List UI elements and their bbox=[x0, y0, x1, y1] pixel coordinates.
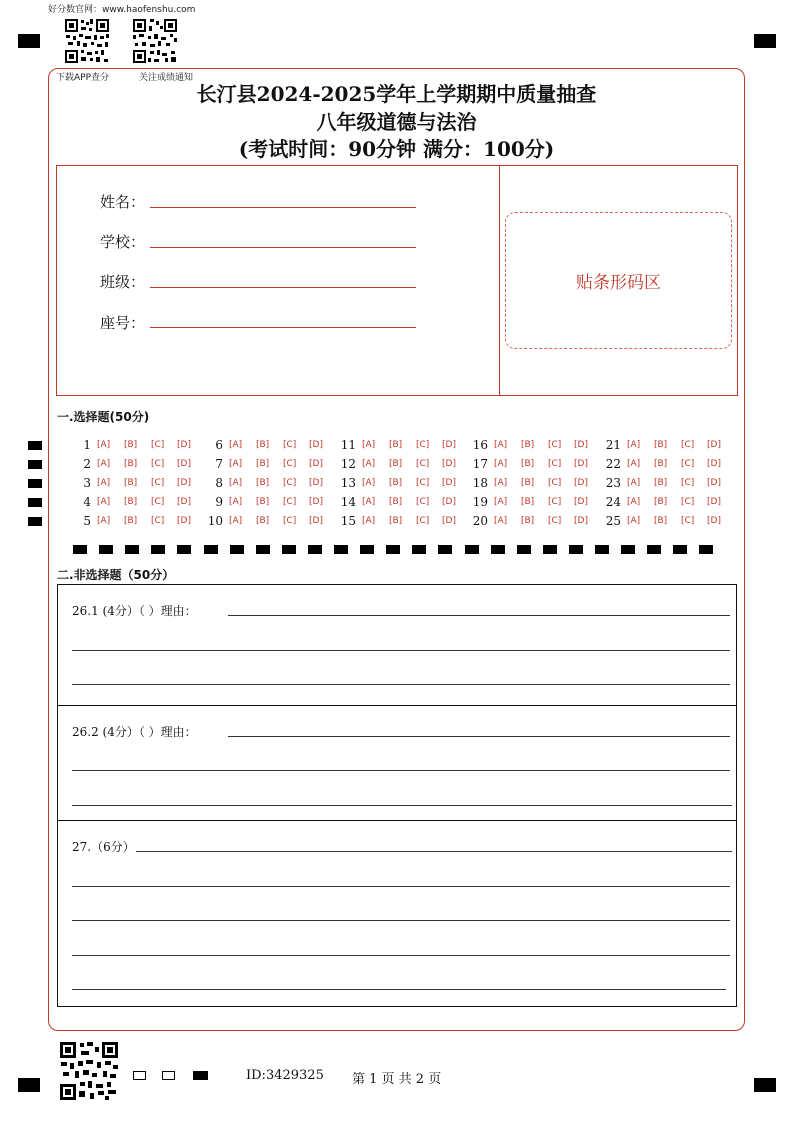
separator-mark bbox=[73, 545, 87, 554]
answer-bubble-d[interactable]: [D] bbox=[177, 459, 191, 469]
answer-bubble-c[interactable]: [C] bbox=[681, 459, 695, 469]
answer-bubble-d[interactable]: [D] bbox=[309, 478, 323, 488]
answer-bubble-b[interactable]: [B] bbox=[654, 440, 668, 450]
name-field[interactable] bbox=[150, 207, 416, 208]
q26-2-label: 26.2 (4分）（ ）理由： bbox=[72, 725, 197, 739]
q27-box bbox=[57, 820, 737, 1007]
separator-mark bbox=[543, 545, 557, 554]
answer-bubble-d[interactable]: [D] bbox=[177, 440, 191, 450]
answer-bubble-a[interactable]: [A] bbox=[627, 497, 641, 507]
q26-1-answer-line[interactable] bbox=[72, 650, 730, 651]
q26-1-answer-line[interactable] bbox=[228, 615, 730, 616]
answer-bubble-c[interactable]: [C] bbox=[416, 478, 430, 488]
question-number: 15 bbox=[340, 514, 356, 528]
timing-mark bbox=[28, 441, 42, 450]
timing-mark bbox=[28, 479, 42, 488]
question-number: 12 bbox=[340, 457, 356, 471]
footer-empty-box bbox=[133, 1071, 146, 1080]
separator-mark bbox=[491, 545, 505, 554]
separator-mark bbox=[256, 545, 270, 554]
answer-bubble-d[interactable]: [D] bbox=[707, 497, 721, 507]
qr-code-notify-icon bbox=[132, 18, 178, 64]
question-number: 16 bbox=[472, 438, 488, 452]
section1-title: 一.选择题(50分) bbox=[57, 410, 150, 424]
barcode-area bbox=[505, 212, 732, 349]
answer-bubble-c[interactable]: [C] bbox=[681, 516, 695, 526]
answer-bubble-c[interactable]: [C] bbox=[416, 440, 430, 450]
q27-label: 27.（6分） bbox=[72, 840, 135, 854]
answer-bubble-a[interactable]: [A] bbox=[362, 478, 376, 488]
timing-mark bbox=[28, 517, 42, 526]
answer-bubble-a[interactable]: [A] bbox=[229, 497, 243, 507]
site-url: 好分数官网：www.haofenshu.com bbox=[48, 5, 196, 15]
separator-mark bbox=[334, 545, 348, 554]
answer-bubble-b[interactable]: [B] bbox=[654, 497, 668, 507]
answer-bubble-a[interactable]: [A] bbox=[97, 459, 111, 469]
separator-mark bbox=[230, 545, 244, 554]
timing-mark bbox=[28, 460, 42, 469]
q26-2-answer-line[interactable] bbox=[228, 736, 730, 737]
answer-bubble-c[interactable]: [C] bbox=[548, 459, 562, 469]
question-number: 9 bbox=[215, 495, 223, 509]
answer-bubble-b[interactable]: [B] bbox=[256, 459, 270, 469]
answer-bubble-b[interactable]: [B] bbox=[256, 440, 270, 450]
separator-mark bbox=[99, 545, 113, 554]
answer-bubble-d[interactable]: [D] bbox=[309, 459, 323, 469]
q26-2-answer-line[interactable] bbox=[72, 805, 732, 806]
answer-bubble-c[interactable]: [C] bbox=[151, 497, 165, 507]
answer-bubble-b[interactable]: [B] bbox=[389, 478, 403, 488]
question-number: 10 bbox=[207, 514, 223, 528]
answer-bubble-c[interactable]: [C] bbox=[416, 516, 430, 526]
question-number: 8 bbox=[215, 476, 223, 490]
answer-bubble-a[interactable]: [A] bbox=[362, 459, 376, 469]
answer-bubble-d[interactable]: [D] bbox=[707, 440, 721, 450]
answer-bubble-d[interactable]: [D] bbox=[707, 478, 721, 488]
q27-answer-line[interactable] bbox=[72, 886, 730, 887]
answer-bubble-b[interactable]: [B] bbox=[654, 478, 668, 488]
answer-bubble-c[interactable]: [C] bbox=[416, 497, 430, 507]
question-number: 14 bbox=[340, 495, 356, 509]
exam-duration-score: (考试时间：90分钟 满分：100分) bbox=[238, 137, 555, 161]
answer-bubble-b[interactable]: [B] bbox=[389, 516, 403, 526]
q26-1-label: 26.1 (4分）（ ）理由： bbox=[72, 604, 197, 618]
answer-bubble-c[interactable]: [C] bbox=[416, 459, 430, 469]
separator-mark bbox=[308, 545, 322, 554]
separator-mark bbox=[438, 545, 452, 554]
separator-mark bbox=[673, 545, 687, 554]
question-number: 24 bbox=[605, 495, 621, 509]
q27-answer-line[interactable] bbox=[136, 851, 732, 852]
answer-bubble-a[interactable]: [A] bbox=[494, 459, 508, 469]
class-field[interactable] bbox=[150, 287, 416, 288]
answer-bubble-b[interactable]: [B] bbox=[124, 516, 138, 526]
separator-mark bbox=[412, 545, 426, 554]
corner-mark-bottom-left bbox=[18, 1078, 40, 1092]
timing-mark bbox=[28, 498, 42, 507]
separator-mark bbox=[177, 545, 191, 554]
answer-bubble-a[interactable]: [A] bbox=[494, 440, 508, 450]
answer-bubble-c[interactable]: [C] bbox=[548, 440, 562, 450]
separator-mark bbox=[621, 545, 635, 554]
answer-bubble-b[interactable]: [B] bbox=[521, 497, 535, 507]
answer-bubble-c[interactable]: [C] bbox=[151, 516, 165, 526]
question-number: 1 bbox=[83, 438, 91, 452]
question-number: 13 bbox=[340, 476, 356, 490]
answer-bubble-d[interactable]: [D] bbox=[574, 478, 588, 488]
answer-bubble-b[interactable]: [B] bbox=[124, 459, 138, 469]
answer-bubble-b[interactable]: [B] bbox=[256, 516, 270, 526]
section2-title: 二.非选择题（50分） bbox=[57, 568, 175, 582]
separator-mark bbox=[647, 545, 661, 554]
answer-bubble-b[interactable]: [B] bbox=[521, 516, 535, 526]
answer-bubble-b[interactable]: [B] bbox=[256, 497, 270, 507]
separator-mark bbox=[569, 545, 583, 554]
separator-mark bbox=[125, 545, 139, 554]
answer-bubble-c[interactable]: [C] bbox=[681, 478, 695, 488]
question-number: 11 bbox=[340, 438, 356, 452]
question-number: 20 bbox=[472, 514, 488, 528]
exam-subject: 八年级道德与法治 bbox=[316, 110, 477, 134]
question-number: 18 bbox=[472, 476, 488, 490]
separator-mark bbox=[282, 545, 296, 554]
question-number: 22 bbox=[605, 457, 621, 471]
answer-bubble-c[interactable]: [C] bbox=[151, 478, 165, 488]
question-number: 21 bbox=[605, 438, 621, 452]
seat-field[interactable] bbox=[150, 327, 416, 328]
q27-answer-line[interactable] bbox=[72, 920, 730, 921]
answer-bubble-a[interactable]: [A] bbox=[494, 478, 508, 488]
answer-bubble-d[interactable]: [D] bbox=[442, 459, 456, 469]
answer-bubble-c[interactable]: [C] bbox=[548, 497, 562, 507]
answer-bubble-b[interactable]: [B] bbox=[389, 497, 403, 507]
school-label: 学校： bbox=[100, 233, 146, 251]
question-number: 19 bbox=[472, 495, 488, 509]
separator-mark bbox=[465, 545, 479, 554]
answer-bubble-a[interactable]: [A] bbox=[97, 497, 111, 507]
answer-bubble-b[interactable]: [B] bbox=[124, 440, 138, 450]
answer-bubble-d[interactable]: [D] bbox=[574, 497, 588, 507]
answer-bubble-b[interactable]: [B] bbox=[521, 459, 535, 469]
answer-bubble-c[interactable]: [C] bbox=[283, 440, 297, 450]
question-number: 2 bbox=[83, 457, 91, 471]
corner-mark-bottom-right bbox=[754, 1078, 776, 1092]
answer-bubble-a[interactable]: [A] bbox=[362, 497, 376, 507]
answer-bubble-a[interactable]: [A] bbox=[229, 440, 243, 450]
sheet-id: ID:3429325 bbox=[246, 1068, 324, 1083]
question-number: 17 bbox=[472, 457, 488, 471]
footer-empty-box bbox=[162, 1071, 175, 1080]
answer-bubble-a[interactable]: [A] bbox=[97, 440, 111, 450]
qr-code-app-icon bbox=[64, 18, 110, 64]
seat-label: 座号： bbox=[100, 314, 146, 332]
answer-bubble-a[interactable]: [A] bbox=[229, 478, 243, 488]
answer-bubble-d[interactable]: [D] bbox=[442, 516, 456, 526]
answer-bubble-d[interactable]: [D] bbox=[309, 440, 323, 450]
answer-bubble-a[interactable]: [A] bbox=[97, 516, 111, 526]
answer-bubble-a[interactable]: [A] bbox=[627, 440, 641, 450]
question-number: 23 bbox=[605, 476, 621, 490]
question-number: 25 bbox=[605, 514, 621, 528]
answer-bubble-d[interactable]: [D] bbox=[707, 516, 721, 526]
answer-bubble-d[interactable]: [D] bbox=[177, 478, 191, 488]
answer-bubble-a[interactable]: [A] bbox=[627, 459, 641, 469]
answer-bubble-d[interactable]: [D] bbox=[309, 497, 323, 507]
separator-mark bbox=[699, 545, 713, 554]
answer-bubble-d[interactable]: [D] bbox=[177, 497, 191, 507]
q26-1-answer-line[interactable] bbox=[72, 684, 730, 685]
answer-bubble-b[interactable]: [B] bbox=[124, 478, 138, 488]
answer-bubble-d[interactable]: [D] bbox=[574, 440, 588, 450]
answer-bubble-d[interactable]: [D] bbox=[309, 516, 323, 526]
answer-bubble-b[interactable]: [B] bbox=[654, 459, 668, 469]
answer-bubble-c[interactable]: [C] bbox=[681, 440, 695, 450]
answer-bubble-d[interactable]: [D] bbox=[574, 516, 588, 526]
answer-bubble-b[interactable]: [B] bbox=[654, 516, 668, 526]
school-field[interactable] bbox=[150, 247, 416, 248]
separator-mark bbox=[595, 545, 609, 554]
corner-mark-top-left bbox=[18, 34, 40, 48]
corner-mark-top-right bbox=[754, 34, 776, 48]
qr-label-notify: 关注成绩通知 bbox=[139, 73, 194, 83]
qr-label-app: 下载APP查分 bbox=[56, 73, 110, 83]
answer-bubble-a[interactable]: [A] bbox=[362, 440, 376, 450]
answer-bubble-a[interactable]: [A] bbox=[627, 478, 641, 488]
q26-2-answer-line[interactable] bbox=[72, 770, 730, 771]
answer-bubble-d[interactable]: [D] bbox=[442, 497, 456, 507]
q27-answer-line[interactable] bbox=[72, 989, 726, 990]
exam-title: 长汀县2024-2025学年上学期期中质量抽查 bbox=[196, 82, 597, 106]
footer-qr-code-icon bbox=[59, 1041, 119, 1101]
answer-bubble-d[interactable]: [D] bbox=[707, 459, 721, 469]
answer-bubble-b[interactable]: [B] bbox=[389, 440, 403, 450]
question-number: 7 bbox=[215, 457, 223, 471]
answer-bubble-d[interactable]: [D] bbox=[177, 516, 191, 526]
answer-bubble-b[interactable]: [B] bbox=[124, 497, 138, 507]
answer-bubble-d[interactable]: [D] bbox=[442, 440, 456, 450]
question-number: 6 bbox=[215, 438, 223, 452]
answer-bubble-a[interactable]: [A] bbox=[494, 516, 508, 526]
separator-mark bbox=[386, 545, 400, 554]
question-number: 5 bbox=[83, 514, 91, 528]
page-number: 第 1 页 共 2 页 bbox=[352, 1072, 442, 1087]
footer-filled-box bbox=[193, 1071, 208, 1080]
answer-bubble-a[interactable]: [A] bbox=[229, 516, 243, 526]
answer-bubble-c[interactable]: [C] bbox=[548, 478, 562, 488]
answer-bubble-a[interactable]: [A] bbox=[97, 478, 111, 488]
answer-bubble-b[interactable]: [B] bbox=[521, 478, 535, 488]
answer-bubble-c[interactable]: [C] bbox=[283, 516, 297, 526]
answer-bubble-c[interactable]: [C] bbox=[151, 459, 165, 469]
answer-bubble-b[interactable]: [B] bbox=[389, 459, 403, 469]
info-divider bbox=[499, 165, 500, 396]
answer-bubble-a[interactable]: [A] bbox=[362, 516, 376, 526]
answer-bubble-c[interactable]: [C] bbox=[283, 459, 297, 469]
answer-bubble-c[interactable]: [C] bbox=[548, 516, 562, 526]
answer-bubble-c[interactable]: [C] bbox=[283, 497, 297, 507]
separator-mark bbox=[360, 545, 374, 554]
answer-bubble-b[interactable]: [B] bbox=[521, 440, 535, 450]
class-label: 班级： bbox=[100, 273, 146, 291]
answer-bubble-d[interactable]: [D] bbox=[574, 459, 588, 469]
answer-bubble-c[interactable]: [C] bbox=[283, 478, 297, 488]
separator-mark bbox=[204, 545, 218, 554]
answer-bubble-a[interactable]: [A] bbox=[494, 497, 508, 507]
question-number: 4 bbox=[83, 495, 91, 509]
separator-mark bbox=[151, 545, 165, 554]
separator-mark bbox=[517, 545, 531, 554]
question-number: 3 bbox=[83, 476, 91, 490]
name-label: 姓名： bbox=[100, 193, 146, 211]
answer-bubble-d[interactable]: [D] bbox=[442, 478, 456, 488]
answer-bubble-c[interactable]: [C] bbox=[681, 497, 695, 507]
q27-answer-line[interactable] bbox=[72, 955, 730, 956]
answer-bubble-a[interactable]: [A] bbox=[627, 516, 641, 526]
answer-bubble-a[interactable]: [A] bbox=[229, 459, 243, 469]
answer-bubble-b[interactable]: [B] bbox=[256, 478, 270, 488]
answer-bubble-c[interactable]: [C] bbox=[151, 440, 165, 450]
barcode-label: 贴条形码区 bbox=[576, 273, 661, 293]
